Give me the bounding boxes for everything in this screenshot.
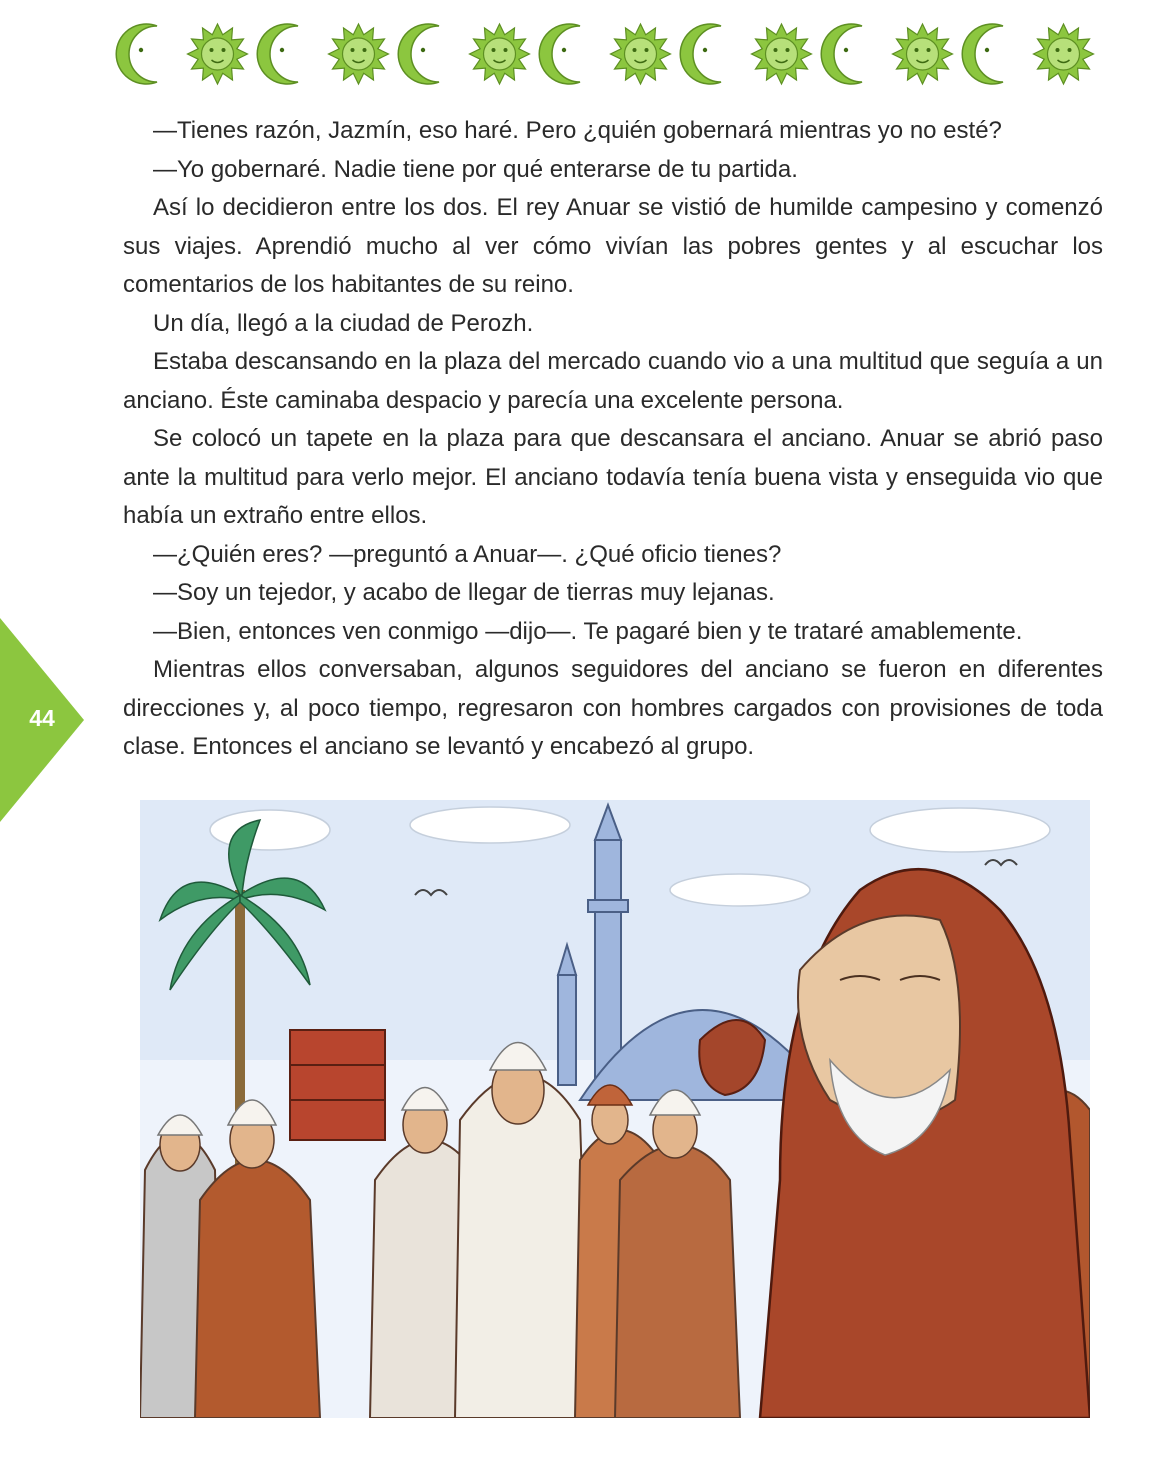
paragraph: Se colocó un tapete en la plaza para que descansara el anciano. Anuar se abrió paso ante la multitud para verlo mejor. El anciano todavía tenía buena vista y enseguida vio que había un extraño entre ellos. <box>123 425 1103 529</box>
moon-icon <box>257 24 298 84</box>
paragraph: —Soy un tejedor, y acabo de llegar de tierras muy lejanas. <box>153 579 775 606</box>
moon-icon <box>116 24 157 84</box>
paragraph: Así lo decidieron entre los dos. El rey Anuar se vistió de humilde campesino y comenzó sus viajes. Aprendió mucho al ver cómo vivían las pobres gentes y al escuchar los comentarios de los habitantes de su reino. <box>123 194 1103 298</box>
moon-icon <box>398 24 439 84</box>
moon-icon <box>821 24 862 84</box>
sun-icon <box>188 24 248 84</box>
moon-icon <box>680 24 721 84</box>
sun-icon <box>1034 24 1094 84</box>
sun-icon <box>611 24 671 84</box>
decorative-border <box>112 18 1112 90</box>
story-illustration <box>140 800 1090 1418</box>
sun-icon <box>752 24 812 84</box>
moon-icon <box>539 24 580 84</box>
sun-icon <box>470 24 530 84</box>
story-text <box>123 112 1103 767</box>
paragraph: —¿Quién eres? —preguntó a Anuar—. ¿Qué oficio tienes? <box>153 540 782 568</box>
paragraph: Mientras ellos conversaban, algunos seguidores del anciano se fueron en diferentes direcciones y, al poco tiempo, regresaron con hombres cargados con provisiones de toda clase. Entonces el anciano se levantó y encabezó al grupo. <box>123 656 1103 760</box>
paragraph: Estaba descansando en la plaza del mercado cuando vio a una multitud que seguía a un anciano. Éste caminaba despacio y parecía una excelente persona. <box>123 348 1103 414</box>
sun-icon <box>329 24 389 84</box>
paragraph: Un día, llegó a la ciudad de Perozh. <box>153 309 534 337</box>
paragraph: —Bien, entonces ven conmigo —dijo—. Te pagaré bien y te trataré amablemente. <box>153 617 1023 645</box>
paragraph: —Yo gobernaré. Nadie tiene por qué enterarse de tu partida. <box>153 155 798 183</box>
sun-icon <box>893 24 953 84</box>
paragraph: —Tienes razón, Jazmín, eso haré. Pero ¿quién gobernará mientras yo no esté? <box>153 117 1002 144</box>
page-number: 44 <box>29 705 55 731</box>
moon-icon <box>962 24 1003 84</box>
